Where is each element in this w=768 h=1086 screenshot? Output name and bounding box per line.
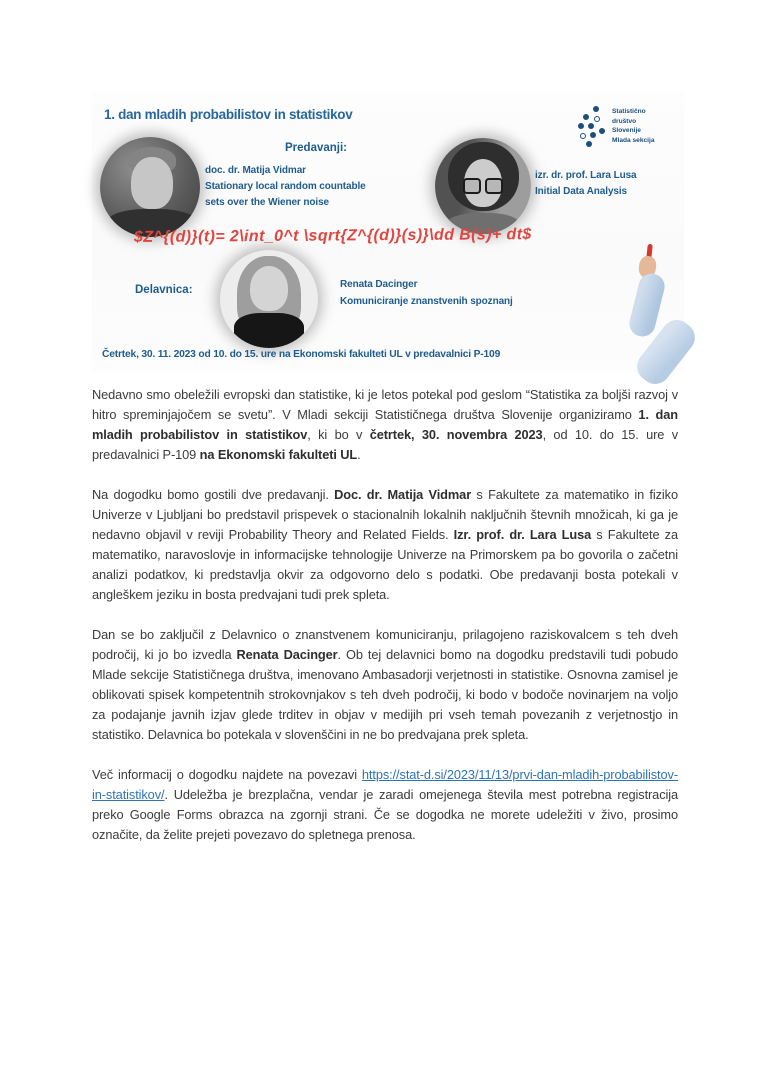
speaker-photo-matija-vidmar	[100, 137, 200, 237]
paragraph-info: Več informacij o dogodku najdete na povezavi https://stat-d.si/2023/11/13/prvi-dan-mladih-probabilistov-in-statistikov/. Udeležba je brezplačna, vendar je zaradi omejenega števila mest potrebna registracija preko Google Forms obrazca na zgornji strani. Če se dogodka ne morete udeležiti v živo, prosimo označite, da želite prejeti povezavo do spletnega prenosa.	[92, 767, 678, 842]
logo-line-3: Slovenije	[612, 127, 641, 135]
talk-title-line: sets over the Wiener noise	[205, 197, 330, 208]
logo-line-1: Statistično	[612, 108, 646, 115]
event-date-caption: Četrtek, 30. 11. 2023 od 10. do 15. ure na Ekonomski fakulteti UL v predavalnici P-109	[102, 349, 501, 360]
speaker-name: doc. dr. Matija Vidmar	[205, 165, 306, 176]
society-logo-text	[612, 107, 655, 145]
talk-title-line: Initial Data Analysis	[535, 186, 628, 197]
paragraph-intro: Nedavno smo obeležili evropski dan statistike, ki je letos potekal pod geslom “Statistika za boljši razvoj v hitro spreminjajočem se svetu”. V Mladi sekciji Statističnega društva Slovenije organiziramo 1. dan mladih probabilistov in statistikov, ki bo v četrtek, 30. novembra 2023, od 10. do 15. ure v predavalnici P-109 na Ekonomski fakulteti UL.	[92, 387, 678, 462]
speaker-photo-lara-lusa	[435, 138, 531, 234]
lectures-label: Predavanji:	[285, 142, 347, 154]
society-logo-dots-icon	[578, 106, 608, 152]
logo-line-4: Mlada sekcija	[612, 136, 655, 144]
logo-line-2: društvo	[612, 117, 637, 125]
speaker-name: izr. dr. prof. Lara Lusa	[535, 170, 637, 181]
workshop-label: Delavnica:	[135, 284, 193, 296]
speaker-name: Renata Dacinger	[340, 279, 418, 290]
event-url-link[interactable]: https://stat-d.si/2023/11/13/prvi-dan-mladih-probabilistov-in-statistikov/	[92, 767, 678, 802]
speaker-info-lara-lusa	[535, 168, 637, 200]
talk-title-line: Stationary local random countable	[205, 181, 366, 192]
article-body	[92, 385, 678, 865]
talk-title-line: Komuniciranje znanstvenih spoznanj	[340, 296, 513, 307]
speaker-photo-renata-dacinger	[220, 250, 318, 348]
society-logo	[578, 104, 678, 152]
banner-title: 1. dan mladih probabilistov in statistikov	[104, 107, 353, 122]
arm-with-pen-icon	[612, 241, 692, 369]
speaker-info-matija-vidmar	[205, 163, 366, 211]
speaker-info-renata-dacinger	[340, 276, 513, 310]
handwritten-formula: $Z^{(d)}(t)= 2\int_0^t \sqrt{Z^{(d)}(s)}\dd B(s)+ dt$	[133, 226, 532, 246]
paragraph-workshop: Dan se bo zaključil z Delavnico o znanstvenem komuniciranju, prilagojeno raziskovalcem s teh dveh področij, ki jo bo izvedla Renata Dacinger. Ob tej delavnici bomo na dogodku predstavili tudi pobudo Mlade sekcije Statističnega društva, imenovano Ambasadorji verjetnosti in statistike. Osnovna zamisel je oblikovati spisek kompetentnih strokovnjakov s teh dveh področij, ki bodo v bodoče novinarjem na voljo za podajanje javnih izjav glede trditev in objav v medijih pri vseh temah povezanih z verjetnostjo in statistiko. Delavnica bo potekala v slovenščini in ne bo predvajana prek spleta.	[92, 627, 678, 742]
event-banner	[92, 93, 684, 371]
paragraph-lectures: Na dogodku bomo gostili dve predavanji. Doc. dr. Matija Vidmar s Fakultete za matematiko in fiziko Univerze v Ljubljani bo predstavil prispevek o stacionalnih lokalnih naključnih števnih množicah, ki ga je nedavno objavil v reviji Probability Theory and Related Fields. Izr. prof. dr. Lara Lusa s Fakultete za matematiko, naravoslovje in informacijske tehnologije Univerze na Primorskem pa bo govorila o začetni analizi podatkov, ki predstavlja okvir za odgovorno delo s podatki. Obe predavanji bosta potekali v angleškem jeziku in bosta predvajani tudi prek spleta.	[92, 487, 678, 602]
